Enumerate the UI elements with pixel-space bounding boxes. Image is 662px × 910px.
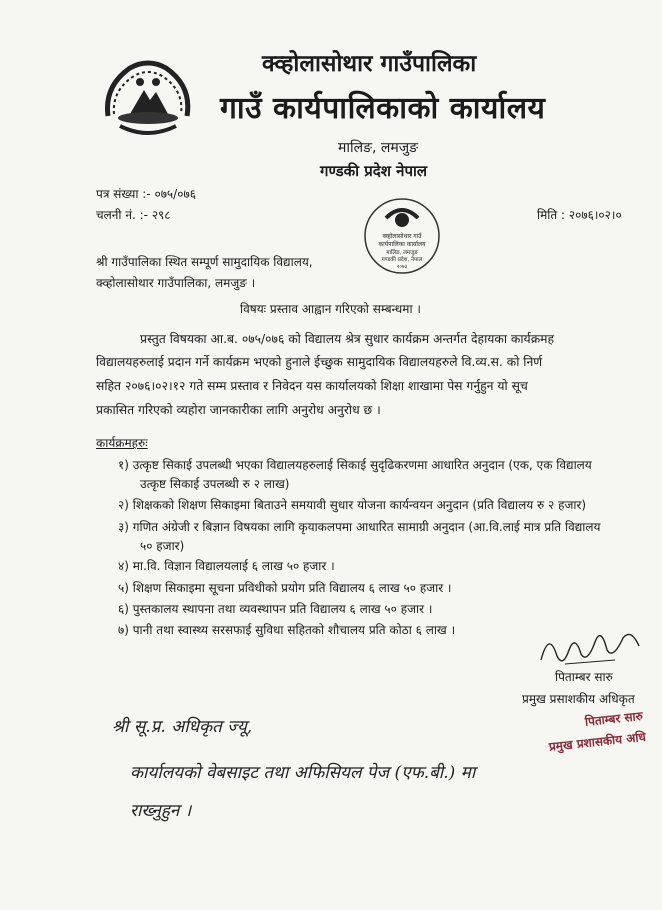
program-item-6: ६) पुस्तकालय स्थापना तथा व्यवस्थापन प्रति विद्यालय ६ लाख ५० हजार । xyxy=(118,602,433,616)
letter-number: पत्र संख्या :- ०७५/०७६ xyxy=(96,187,196,201)
program-item-1-cont: उत्कृष्ट सिकाई उपलब्धी रु २ लाख) xyxy=(140,477,290,491)
recipient-line2: क्व्होलासोथार गाउँपालिका, लमजुङ । xyxy=(96,276,256,290)
municipality-name: क्व्होलासोथार गाउँपालिका xyxy=(262,51,477,77)
programs-heading: कार्यक्रमहरुः xyxy=(96,436,148,450)
seal-line2: कार्यपालिका कार्यालय xyxy=(378,241,426,248)
signatory-title: प्रमुख प्रसाशकीय अधिकृत xyxy=(522,692,635,706)
office-seal xyxy=(362,196,442,276)
body-line4: प्रकासित गरिएको व्यहोरा जानकारीका लागि अनुरोध अनुरोध छ । xyxy=(96,403,381,417)
body-line2: विद्यालयहरुलाई प्रदान गर्ने कार्यक्रम भएको हुनाले ईच्छुक सामुदायिक विद्यालयहरुले वि.व्य.स. को निर्ण xyxy=(96,355,543,369)
handwritten-line3: राख्नुहुन । xyxy=(130,801,192,821)
body-line1: प्रस्तुत विषयका आ.ब. ०७५/०७६ को विद्यालय श्रेत्र सुधार कार्यक्रम अन्तर्गत देहायका कार्यक्रमह xyxy=(140,332,555,346)
program-item-1: १) उत्कृष्ट सिकाई उपलब्धी भएका विद्यालयहरुलाई सिकाई सुदृढिकरणमा आधारित अनुदान (एक, एक विद्यालय xyxy=(118,458,592,472)
signatory-name: पिताम्बर सारु xyxy=(555,670,613,684)
body-line3: सहित २०७६।०२।१२ गते सम्म प्रस्ताव र निवेदन यस कार्यालयको शिक्षा शाखामा पेस गर्नुहुन यो सूच xyxy=(96,379,528,393)
program-item-2: २) शिक्षकको शिक्षण सिकाइमा बिताउने समयावी सुधार योजना कार्यन्वयन अनुदान (प्रति विद्यालय रु २ हजार) xyxy=(118,498,587,512)
stamp-title: प्रमुख प्रशासकीय अधि xyxy=(548,729,647,754)
signature-scribble xyxy=(535,620,645,672)
office-name: गाउँ कार्यपालिकाको कार्यालय xyxy=(220,91,546,126)
program-item-5: ५) शिक्षण सिकाइमा सूचना प्रविधीको प्रयोग प्रति विद्यालय ६ लाख ५० हजार । xyxy=(118,581,452,595)
seal-line4: गण्डकी प्रदेश, नेपाल xyxy=(381,257,423,263)
dispatch-number: चलनी नं. :- २९८ xyxy=(96,208,171,222)
recipient-line1: श्री गाउँपालिका स्थित सम्पूर्ण सामुदायिक विद्यालय, xyxy=(96,255,313,269)
handwritten-line1: श्री सू.प्र. अधिकृत ज्यू, xyxy=(112,717,253,737)
handwritten-line2: कार्यालयको वेबसाइट तथा अफिसियल पेज (एफ.बी.) मा xyxy=(130,763,476,783)
program-item-3: ३) गणित अंग्रेजी र बिज्ञान विषयका लागि कृयाकलपमा आधारित सामाग्री अनुदान (आ.वि.लाई मात्र प्रति विद्यालय xyxy=(118,520,601,534)
seal-line1: क्व्होलासोथार गाउँ xyxy=(382,233,422,240)
program-item-4: ४) मा.वि. विज्ञान विद्यालयलाई ६ लाख ५० हजार । xyxy=(118,559,335,573)
seal-line3: मालिङ, लमजुङ xyxy=(386,250,418,256)
stamp-name: पिताम्बर सारु xyxy=(584,708,644,729)
seal-line5: २०७३ xyxy=(396,264,408,270)
program-item-3-cont: ५० हजार) xyxy=(140,539,185,553)
subject-line: विषयः प्रस्ताव आह्वान गरिएको सम्बन्धमा । xyxy=(240,302,421,316)
office-location: मालिङ, लमजुङ xyxy=(338,140,419,156)
nepal-emblem-icon xyxy=(100,56,195,144)
province-name: गण्डकी प्रदेश नेपाल xyxy=(320,162,428,180)
program-item-7: ७) पानी तथा स्वास्थ्य सरसफाई सुविधा सहितको शौचालय प्रति कोठा ६ लाख । xyxy=(118,623,456,637)
letter-date: मिति : २०७६।०२।० xyxy=(537,208,622,222)
